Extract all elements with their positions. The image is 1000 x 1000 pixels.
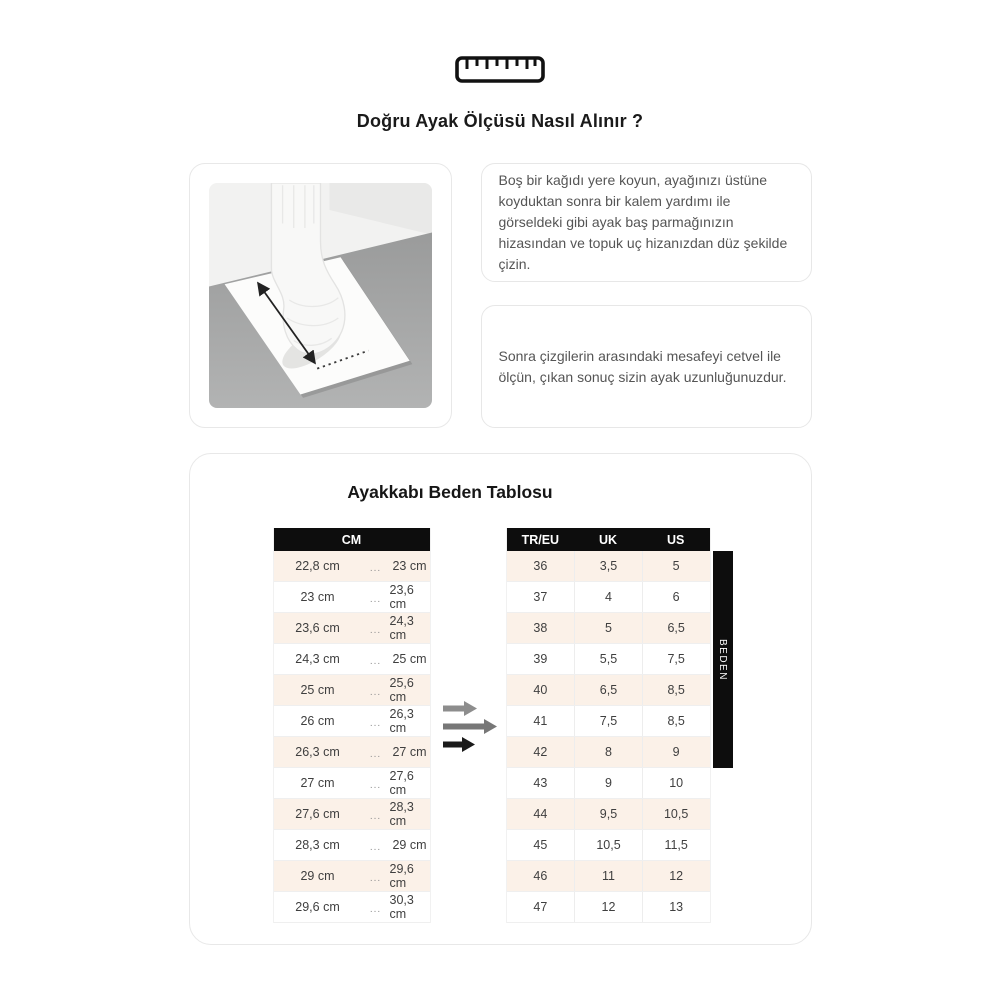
size-us: 10 — [642, 768, 710, 798]
size-table-row — [507, 644, 710, 675]
cm-min-value: 29 cm — [300, 869, 335, 883]
cm-min-value: 27 cm — [300, 776, 335, 790]
size-tr-eu: 37 — [533, 590, 548, 604]
cm-table-row — [274, 675, 430, 706]
cm-min-value: 27,6 cm — [295, 807, 340, 821]
range-dots: ... — [369, 655, 382, 667]
cm-table-row — [274, 644, 430, 675]
cm-table-body — [274, 551, 430, 923]
beden-label: BEDEN — [717, 638, 728, 681]
conversion-arrows-icon — [443, 700, 498, 757]
cm-min-value: 23 cm — [300, 590, 335, 604]
range-dots: ... — [369, 624, 382, 636]
sizes-table — [506, 528, 711, 923]
header-us: US — [666, 532, 685, 547]
size-table-row — [507, 551, 710, 582]
cm-table-row — [274, 892, 430, 923]
size-tr-eu: 43 — [533, 776, 548, 790]
size-tr-eu: 42 — [533, 745, 548, 759]
size-table-row — [507, 799, 710, 830]
range-dots: ... — [369, 748, 382, 760]
cm-min-value: 29,6 cm — [295, 900, 340, 914]
size-uk: 11 — [574, 861, 642, 891]
size-uk: 12 — [574, 892, 642, 922]
size-us: 11,5 — [642, 830, 710, 860]
size-table-row — [507, 582, 710, 613]
cm-min-value: 28,3 cm — [295, 838, 340, 852]
size-uk: 5,5 — [574, 644, 642, 674]
range-dots: ... — [369, 872, 382, 884]
cm-max-value: 28,3 cm — [389, 800, 414, 828]
size-tr-eu: 36 — [533, 559, 548, 573]
page-title: Doğru Ayak Ölçüsü Nasıl Alınır ? — [356, 111, 644, 131]
size-uk: 4 — [574, 582, 642, 612]
size-us: 9 — [642, 737, 710, 767]
size-us: 13 — [642, 892, 710, 922]
range-dots: ... — [369, 562, 382, 574]
size-uk: 5 — [574, 613, 642, 643]
size-uk: 9,5 — [574, 799, 642, 829]
cm-max-value: 23 cm — [392, 559, 427, 573]
range-dots: ... — [369, 717, 382, 729]
instruction-step-1-text: Boş bir kağıdı yere koyun, ayağınızı üstüne koyduktan sonra bir kalem yardımı ile görseldeki gibi ayak baş parmağınızın hizasından ve topuk uç hizanızdan düz şekilde çizin. — [498, 172, 788, 272]
cm-min-value: 26 cm — [300, 714, 335, 728]
cm-table-row — [274, 799, 430, 830]
size-uk: 10,5 — [574, 830, 642, 860]
size-uk: 6,5 — [574, 675, 642, 705]
foot-measure-photo — [209, 183, 432, 408]
size-tr-eu: 39 — [533, 652, 548, 666]
cm-max-value: 26,3 cm — [389, 707, 414, 735]
range-dots: ... — [369, 593, 382, 605]
cm-table — [273, 528, 431, 923]
sizes-table-header — [507, 528, 710, 551]
instruction-step-2-text: Sonra çizgilerin arasındaki mesafeyi cetvel ile ölçün, çıkan sonuç sizin ayak uzunluğunuzdur. — [498, 347, 787, 385]
cm-min-value: 22,8 cm — [295, 559, 340, 573]
size-us: 6,5 — [642, 613, 710, 643]
cm-max-value: 27,6 cm — [389, 769, 414, 797]
size-us: 10,5 — [642, 799, 710, 829]
cm-max-value: 29 cm — [392, 838, 427, 852]
range-dots: ... — [369, 686, 382, 698]
header-uk: UK — [598, 532, 618, 547]
measure-section — [189, 163, 812, 428]
size-table-row — [507, 830, 710, 861]
range-dots: ... — [369, 779, 382, 791]
size-table-row — [507, 613, 710, 644]
cm-table-row — [274, 768, 430, 799]
cm-max-value: 30,3 cm — [389, 893, 414, 921]
size-uk: 9 — [574, 768, 642, 798]
size-tr-eu: 45 — [533, 838, 548, 852]
size-chart-card — [189, 453, 812, 945]
cm-table-row — [274, 861, 430, 892]
cm-max-value: 25 cm — [392, 652, 427, 666]
cm-min-value: 25 cm — [300, 683, 335, 697]
size-tables — [190, 528, 728, 923]
sizes-table-wrap — [506, 528, 728, 923]
size-tr-eu: 46 — [533, 869, 548, 883]
beden-side-banner — [713, 551, 733, 768]
cm-max-value: 23,6 cm — [389, 583, 414, 611]
sizes-table-body — [507, 551, 710, 923]
cm-min-value: 24,3 cm — [295, 652, 340, 666]
cm-max-value: 24,3 cm — [389, 614, 414, 642]
size-table-row — [507, 768, 710, 799]
cm-min-value: 26,3 cm — [295, 745, 340, 759]
size-table-row — [507, 861, 710, 892]
cm-table-row — [274, 830, 430, 861]
size-us: 8,5 — [642, 675, 710, 705]
size-uk: 7,5 — [574, 706, 642, 736]
size-tr-eu: 40 — [533, 683, 548, 697]
cm-max-value: 27 cm — [392, 745, 427, 759]
size-tr-eu: 38 — [533, 621, 548, 635]
cm-table-header: CM — [274, 528, 430, 551]
size-table-row — [507, 706, 710, 737]
size-tr-eu: 47 — [533, 900, 548, 914]
cm-table-row — [274, 613, 430, 644]
cm-max-value: 29,6 cm — [389, 862, 414, 890]
size-us: 8,5 — [642, 706, 710, 736]
instruction-cards — [481, 163, 812, 428]
size-table-row — [507, 892, 710, 923]
page-content — [189, 0, 812, 945]
size-chart-title: Ayakkabı Beden Tablosu — [347, 482, 553, 502]
ruler-icon — [189, 56, 812, 83]
size-us: 7,5 — [642, 644, 710, 674]
cm-max-value: 25,6 cm — [389, 676, 414, 704]
cm-table-row — [274, 582, 430, 613]
header-tr-eu: TR/EU — [521, 532, 560, 547]
range-dots: ... — [369, 841, 382, 853]
cm-table-row — [274, 706, 430, 737]
range-dots: ... — [369, 810, 382, 822]
size-uk: 3,5 — [574, 551, 642, 581]
page-header — [189, 0, 812, 132]
size-tr-eu: 41 — [533, 714, 548, 728]
instruction-step-1 — [481, 163, 812, 282]
size-table-row — [507, 675, 710, 706]
size-us: 12 — [642, 861, 710, 891]
instruction-step-2 — [481, 305, 812, 428]
size-uk: 8 — [574, 737, 642, 767]
cm-min-value: 23,6 cm — [295, 621, 340, 635]
foot-measure-photo-card — [189, 163, 452, 428]
size-us: 6 — [642, 582, 710, 612]
size-table-row — [507, 737, 710, 768]
range-dots: ... — [369, 903, 382, 915]
cm-table-row — [274, 551, 430, 582]
size-tr-eu: 44 — [533, 807, 548, 821]
cm-table-row — [274, 737, 430, 768]
size-us: 5 — [642, 551, 710, 581]
